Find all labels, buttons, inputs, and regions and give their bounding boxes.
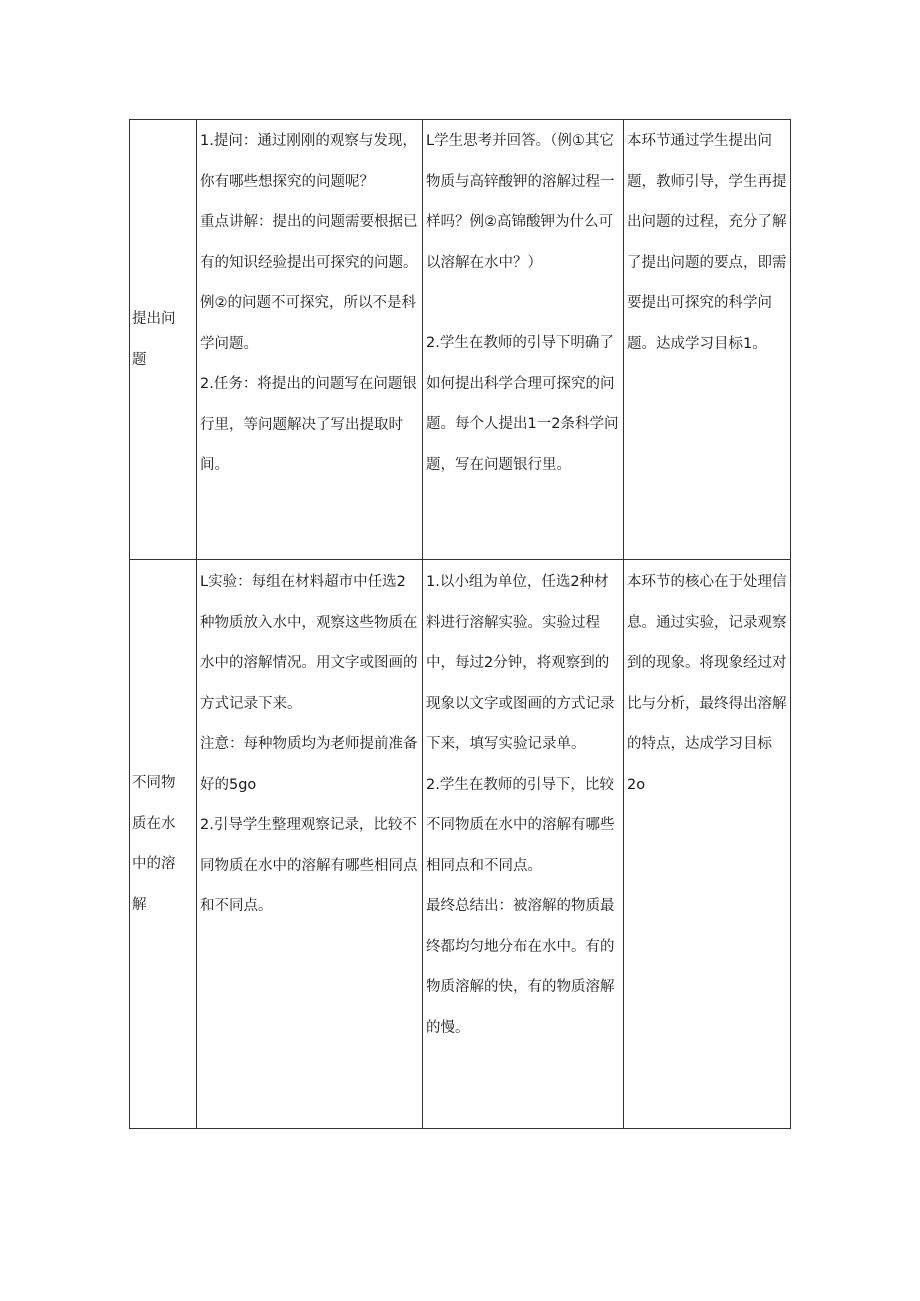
student-activity-text: 最终总结出：被溶解的物质最终都均匀地分布在水中。有的物质溶解的快，有的物质溶解的慢。 (426, 898, 615, 1036)
student-activity-text: 1.以小组为单位，任选2种材料进行溶解实验。实验过程中，每过2分钟，将观察到的现象以文字或图画的方式记录下来，填写实验记录单。 (426, 574, 615, 752)
stage-label-line: 中的溶 (132, 856, 176, 872)
stage-label-line: 题 (132, 351, 147, 368)
stage-label-line: 提出问 (132, 311, 176, 327)
teacher-activity-text: 1.提问：通过刚刚的观察与发现，你有哪些想探究的问题呢？ (200, 133, 417, 190)
student-activity-text: 2.学生在教师的引导下，比较不同物质在水中的溶解有哪些相同点和不同点。 (426, 776, 615, 874)
table-row-ask-questions (130, 120, 791, 560)
teacher-activity-text: 重点讲解：提出的问题需要根据已有的知识经验提出可探究的问题。例②的问题不可探究，所以不是科学问题。 (200, 214, 418, 352)
stage-cell (130, 120, 197, 560)
teacher-activity-text: 2.任务：将提出的问题写在问题银行里，等问题解决了写出提取时间。 (200, 376, 417, 473)
student-activity-cell (423, 120, 624, 560)
student-activity-text: L学生思考并回答。（例①其它物质与高锌酸钾的溶解过程一样吗？例②高锦酸钾为什么可以溶解在水中？） (426, 133, 615, 271)
teacher-activity-text: 2.引导学生整理观察记录，比较不同物质在水中的溶解有哪些相同点和不同点。 (200, 817, 418, 914)
stage-cell (130, 560, 197, 1129)
design-intent-cell (624, 120, 791, 560)
design-intent-cell (624, 560, 791, 1129)
teacher-activity-text: 注意：每种物质均为老师提前准备好的5go (200, 736, 418, 793)
student-activity-cell (423, 560, 624, 1129)
design-intent-text: 本环节通过学生提出问题，教师引导，学生再提出问题的过程，充分了解了提出问题的要点，即需要提出可探究的科学问题。达成学习目标1。 (627, 133, 787, 352)
paragraph-spacer (426, 283, 621, 323)
table-row-dissolving-experiment (130, 560, 791, 1129)
teacher-activity-text: L实验：每组在材料超市中任选2种物质放入水中，观察这些物质在水中的溶解情况。用文字或图画的方式记录下来。 (200, 574, 418, 712)
teacher-activity-cell (197, 120, 423, 560)
student-activity-text: 2.学生在教师的引导下明确了如何提出科学合理可探究的问题。每个人提出1一2条科学问题，写在问题银行里。 (426, 335, 619, 473)
stage-label-line: 解 (132, 896, 147, 913)
design-intent-text: 本环节的核心在于处理信息。通过实验，记录观察到的现象。将现象经过对比与分析，最终得出溶解的特点，达成学习目标2o (627, 574, 787, 793)
stage-label-line: 质在水 (132, 815, 176, 832)
stage-label-line: 不同物 (132, 775, 176, 791)
teacher-activity-cell (197, 560, 423, 1129)
lesson-plan-table (129, 119, 791, 1129)
